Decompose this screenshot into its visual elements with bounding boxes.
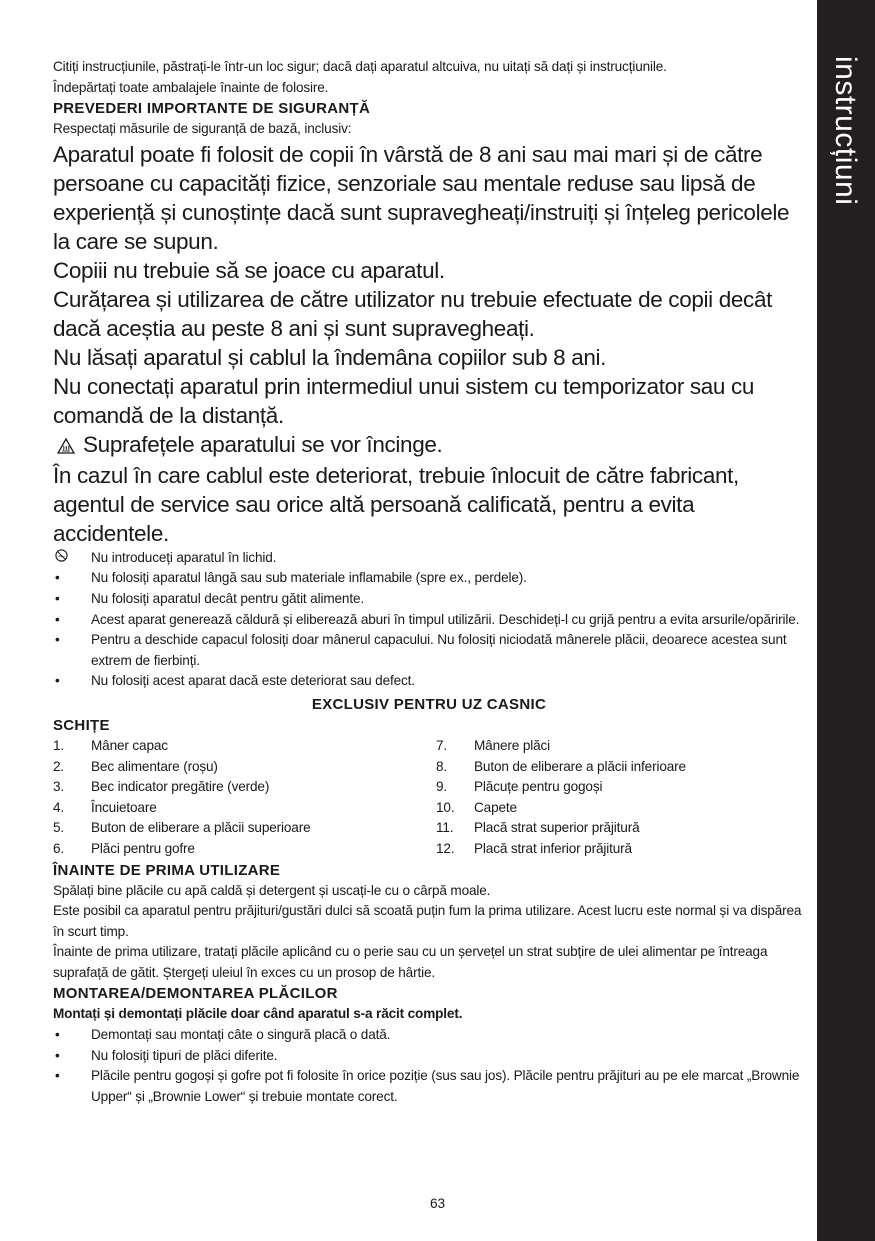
list-item — [53, 757, 436, 778]
part-number: 11. — [436, 820, 454, 836]
bullet-text: Acest aparat generează căldură și eliberează aburi în timpul utilizării. Deschideți-l cu grijă pentru a evita arsurile/opăririle. — [91, 611, 800, 627]
list-item — [53, 630, 805, 671]
part-number: 6. — [53, 840, 65, 856]
bullet-text: Nu folosiți aparatul lângă sau sub materiale inflamabile (spre ex., perdele). — [91, 570, 527, 586]
bullet-mark: • — [55, 590, 60, 606]
safety-large-3: Curățarea și utilizarea de către utilizator nu trebuie efectuate de copii decât dacă aceștia au peste 8 ani și sunt supravegheați. — [53, 286, 773, 341]
list-item — [436, 736, 686, 757]
list-item — [53, 1066, 805, 1107]
page-number: 63 — [429, 1196, 446, 1211]
bullet-mark: • — [55, 1027, 60, 1043]
safety-cable: În cazul în care cablul este deteriorat, trebuie înlocuit de către fabricant, agentul de service sau orice altă persoană calificată, pentru a evita accidentele. — [53, 462, 739, 546]
safety-heading: PREVEDERI IMPORTANTE DE SIGURANȚĂ — [53, 100, 371, 118]
bullet-text: Nu folosiți aparatul decât pentru gătit alimente. — [91, 590, 364, 606]
side-tab — [817, 0, 875, 1241]
list-item — [53, 610, 805, 631]
bullet-text: Plăcile pentru gogoși și gofre pot fi folosite în orice poziție (sus sau jos). Plăcile pentru prăjituri au pe ele marcat „Brownie Upper“ și „Brownie Lower“ și trebuie montate corect. — [91, 1068, 800, 1104]
safety-large-2: Copiii nu trebuie să se joace cu aparatul. — [53, 257, 445, 283]
intro-line-2: Îndepărtați toate ambalajele înainte de folosire. — [53, 79, 329, 95]
no-immerse-icon — [55, 548, 69, 569]
bullet-text: Demontați sau montați câte o singură placă o dată. — [91, 1027, 391, 1043]
first-use-paragraph-2: Este posibil ca aparatul pentru prăjituri/gustări dulci să scoată puțin fum la prima utilizare. Acest lucru este normal și va dispărea în scurt timp. — [53, 903, 802, 939]
list-item — [436, 839, 686, 860]
sketch-heading: SCHIȚE — [53, 716, 110, 734]
hot-surface-warning — [53, 430, 805, 461]
bullet-mark: • — [55, 1047, 60, 1063]
first-use-heading: ÎNAINTE DE PRIMA UTILIZARE — [53, 861, 281, 879]
list-item — [53, 798, 436, 819]
part-number: 2. — [53, 758, 65, 774]
side-tab-label: instrucțiuni — [829, 56, 862, 206]
no-immerse-text: Nu introduceți aparatul în lichid. — [91, 549, 277, 565]
part-number: 5. — [53, 820, 65, 836]
part-label: Buton de eliberare a plăcii superioare — [91, 820, 311, 836]
part-label: Bec indicator pregătire (verde) — [91, 779, 270, 795]
part-number: 7. — [436, 737, 448, 753]
safety-subheading: Respectați măsurile de siguranță de bază, inclusiv: — [53, 121, 352, 137]
list-item — [53, 1025, 805, 1046]
part-number: 10. — [436, 799, 455, 815]
part-number: 1. — [53, 737, 65, 753]
bullet-mark: • — [55, 570, 60, 586]
bullet-mark: • — [55, 632, 60, 648]
safety-large-5: Nu conectați aparatul prin intermediul unui sistem cu temporizator sau cu comandă de la distanță. — [53, 373, 755, 428]
plates-heading: MONTAREA/DEMONTAREA PLĂCILOR — [53, 985, 338, 1003]
list-item — [436, 757, 686, 778]
part-label: Bec alimentare (roșu) — [91, 758, 218, 774]
first-use-paragraph-3: Înainte de prima utilizare, tratați plăcile aplicând cu o perie sau cu un șervețel un strat subțire de ulei alimentar pe întreaga suprafață de gătit. Ștergeți uleiul în exces cu un prosop de hârtie. — [53, 944, 768, 980]
plates-subheading: Montați și demontați plăcile doar când aparatul s-a răcit complet. — [53, 1006, 463, 1022]
safety-large-4: Nu lăsați aparatul și cablul la îndemâna copiilor sub 8 ani. — [53, 344, 607, 370]
household-notice: EXCLUSIV PENTRU UZ CASNIC — [311, 695, 547, 713]
parts-list-left — [53, 736, 436, 860]
page-content — [53, 57, 805, 1107]
plates-bullet-list — [53, 1025, 805, 1107]
list-item — [436, 777, 686, 798]
list-item — [53, 839, 436, 860]
list-item — [53, 777, 436, 798]
part-label: Mâner capac — [91, 737, 168, 753]
part-label: Plăcuțe pentru gogoși — [474, 779, 603, 795]
part-number: 8. — [436, 758, 448, 774]
part-label: Placă strat inferior prăjitură — [474, 840, 632, 856]
part-number: 12. — [436, 840, 455, 856]
bullet-mark: • — [55, 611, 60, 627]
bullet-text: Nu folosiți tipuri de plăci diferite. — [91, 1047, 278, 1063]
bullet-mark: • — [55, 1068, 60, 1084]
list-item — [53, 589, 805, 610]
part-label: Plăci pentru gofre — [91, 840, 195, 856]
list-item — [53, 568, 805, 589]
bullet-mark: • — [55, 673, 60, 689]
part-number: 9. — [436, 779, 448, 795]
safety-bullet-list — [53, 548, 805, 692]
hot-surface-warning-icon — [57, 432, 75, 461]
hot-surface-text: Suprafețele aparatului se vor încinge. — [83, 431, 443, 457]
bullet-text: Nu folosiți acest aparat dacă este deteriorat sau defect. — [91, 673, 415, 689]
list-item — [436, 798, 686, 819]
list-item — [436, 818, 686, 839]
part-label: Capete — [474, 799, 517, 815]
list-item — [53, 548, 805, 569]
list-item — [53, 818, 436, 839]
list-item — [53, 1046, 805, 1067]
safety-large-1: Aparatul poate fi folosit de copii în vârstă de 8 ani sau mai mari și de către persoane cu capacități fizice, senzoriale sau mentale reduse sau lipsă de experiență și cunoștințe dacă sunt supravegheați/instruiți și înțeleg pericolele la care se supun. — [53, 141, 790, 254]
part-number: 3. — [53, 779, 65, 795]
parts-list-right — [436, 736, 686, 860]
part-label: Încuietoare — [91, 799, 157, 815]
list-item — [53, 736, 436, 757]
parts-list — [53, 736, 805, 860]
part-number: 4. — [53, 799, 65, 815]
list-item — [53, 671, 805, 692]
first-use-paragraph-1: Spălați bine plăcile cu apă caldă și detergent și uscați-le cu o cârpă moale. — [53, 882, 491, 898]
bullet-text: Pentru a deschide capacul folosiți doar mânerul capacului. Nu folosiți niciodată mânerele plăcii, deoarece acestea sunt extrem de fierbinți. — [91, 632, 787, 668]
part-label: Buton de eliberare a plăcii inferioare — [474, 758, 686, 774]
part-label: Mânere plăci — [474, 737, 551, 753]
intro-line-1: Citiți instrucțiunile, păstrați-le într-un loc sigur; dacă dați aparatul altcuiva, nu uitați să dați și instrucțiunile. — [53, 59, 667, 74]
part-label: Placă strat superior prăjitură — [474, 820, 640, 836]
